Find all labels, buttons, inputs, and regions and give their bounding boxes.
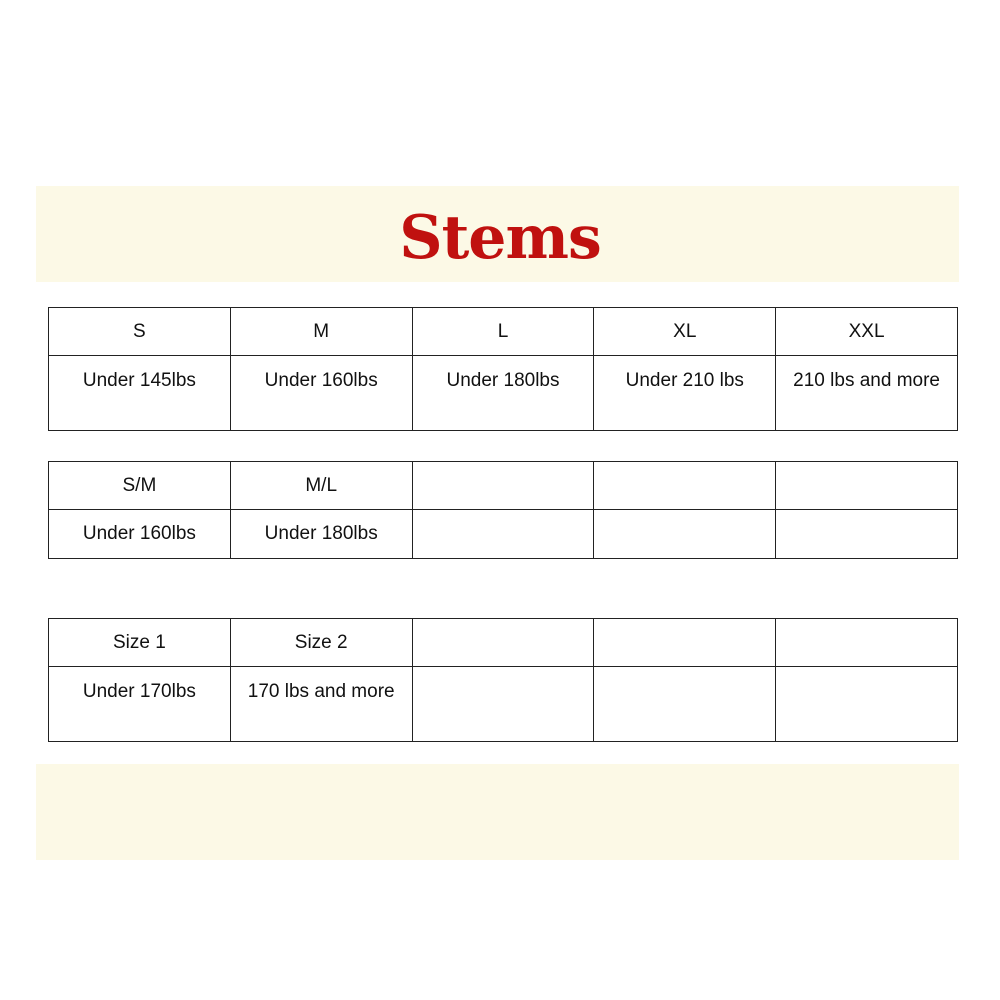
size-table-combined: [48, 461, 958, 559]
weight-cell: Under 160lbs: [49, 510, 231, 559]
footer-banner: [36, 764, 959, 860]
empty-cell: [412, 619, 594, 667]
table-value-row: [49, 667, 958, 742]
size-header-cell: S/M: [49, 462, 231, 510]
weight-cell: 170 lbs and more: [230, 667, 412, 742]
weight-cell: Under 170lbs: [49, 667, 231, 742]
size-header-cell: Size 2: [230, 619, 412, 667]
weight-cell: Under 210 lbs: [594, 356, 776, 431]
empty-cell: [594, 619, 776, 667]
table-value-row: [49, 510, 958, 559]
size-table-numbered: [48, 618, 958, 742]
empty-cell: [412, 462, 594, 510]
empty-cell: [594, 510, 776, 559]
table-value-row: [49, 356, 958, 431]
weight-cell: Under 160lbs: [230, 356, 412, 431]
empty-cell: [776, 510, 958, 559]
empty-cell: [594, 667, 776, 742]
size-header-cell: S: [49, 308, 231, 356]
weight-cell: 210 lbs and more: [776, 356, 958, 431]
page-title: Stems: [399, 203, 601, 273]
empty-cell: [412, 667, 594, 742]
empty-cell: [594, 462, 776, 510]
weight-cell: Under 145lbs: [49, 356, 231, 431]
size-header-cell: M: [230, 308, 412, 356]
empty-cell: [776, 619, 958, 667]
size-header-cell: Size 1: [49, 619, 231, 667]
size-header-cell: XL: [594, 308, 776, 356]
empty-cell: [776, 462, 958, 510]
empty-cell: [776, 667, 958, 742]
size-header-cell: M/L: [230, 462, 412, 510]
weight-cell: Under 180lbs: [412, 356, 594, 431]
weight-cell: Under 180lbs: [230, 510, 412, 559]
empty-cell: [412, 510, 594, 559]
size-header-cell: L: [412, 308, 594, 356]
table-header-row: [49, 619, 958, 667]
table-header-row: [49, 462, 958, 510]
size-header-cell: XXL: [776, 308, 958, 356]
size-table-letter: [48, 307, 958, 431]
table-header-row: [49, 308, 958, 356]
